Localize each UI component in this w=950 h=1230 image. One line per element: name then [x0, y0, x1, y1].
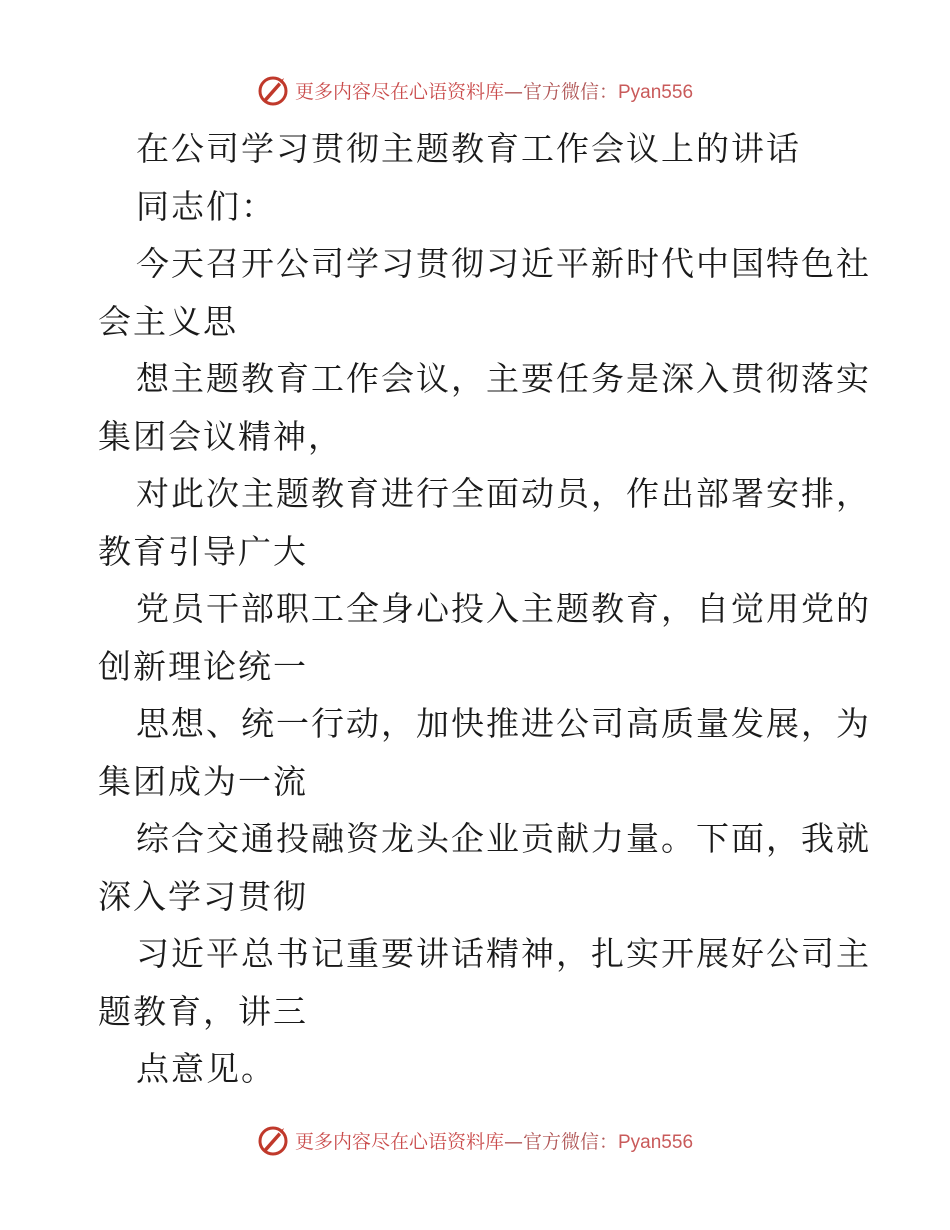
text-line: 点意见。: [136, 1049, 276, 1088]
watermark-wechat-id: Pyan556: [618, 1131, 694, 1153]
text-line: 教育引导广大: [98, 531, 308, 571]
text-line: 会主义思: [98, 301, 238, 341]
watermark-site: 更多内容尽在心语资料库: [294, 80, 504, 103]
text-line: 集团成为一流: [98, 761, 308, 801]
text-line: 思想、统一行动，加快推进公司高质量发展，为: [136, 704, 871, 743]
watermark-site: 更多内容尽在心语资料库: [294, 1130, 504, 1153]
text-line: 综合交通投融资龙头企业贡献力量。下面，我就: [136, 819, 871, 858]
pen-logo-icon: [257, 1124, 289, 1156]
text-line: 习近平总书记重要讲话精神，扎实开展好公司主: [136, 934, 871, 973]
watermark-wechat-id: Pyan556: [618, 81, 694, 103]
text-line: 深入学习贯彻: [98, 876, 308, 916]
text-line: 题教育，讲三: [98, 991, 308, 1031]
text-line: 今天召开公司学习贯彻习近平新时代中国特色社: [136, 244, 871, 283]
salutation: 同志们：: [136, 186, 276, 226]
text-line: 党员干部职工全身心投入主题教育，自觉用党的: [136, 589, 871, 628]
document-body: [98, 120, 871, 1098]
header-watermark: [0, 70, 950, 110]
watermark-dash: —: [503, 80, 523, 103]
pen-logo-icon: [257, 74, 289, 106]
watermark-text: [295, 77, 693, 104]
document-title: 在公司学习贯彻主题教育工作会议上的讲话: [136, 129, 801, 168]
watermark-text: [295, 1127, 693, 1154]
text-line: 创新理论统一: [98, 646, 308, 686]
footer-watermark: [0, 1120, 950, 1160]
watermark-dash: —: [503, 1130, 523, 1153]
watermark-wechat-label: 官方微信：: [522, 1130, 618, 1153]
text-line: 想主题教育工作会议，主要任务是深入贯彻落实: [136, 359, 871, 398]
text-line: 集团会议精神，: [98, 416, 343, 456]
text-line: 对此次主题教育进行全面动员，作出部署安排，: [136, 474, 871, 513]
watermark-wechat-label: 官方微信：: [522, 80, 618, 103]
